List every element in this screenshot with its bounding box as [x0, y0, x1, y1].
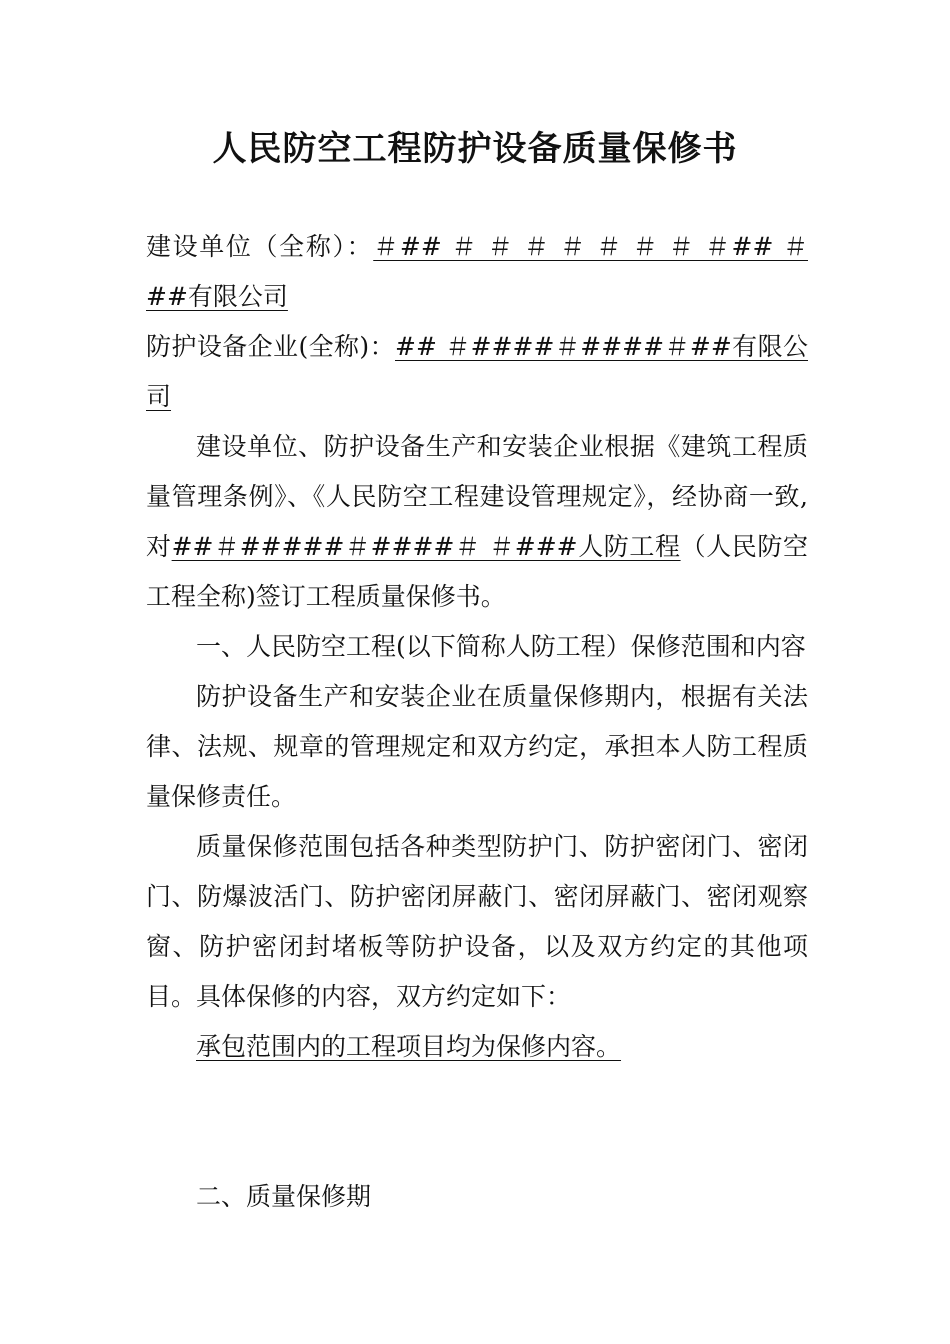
section2-heading: 二、质量保修期	[196, 1182, 372, 1211]
section1-agreed-content: 承包范围内的工程项目均为保修内容。	[196, 1032, 622, 1061]
equipment-company-label: 防护设备企业(全称)：	[146, 332, 395, 361]
section1-heading: 一、人民防空工程(以下简称人防工程）保修范围和内容	[196, 632, 806, 661]
construction-unit-line	[146, 222, 808, 322]
construction-unit-value: ＃## ＃ ＃ ＃ ＃ ＃ ＃ ＃ ＃## ＃ ##有限公司	[146, 232, 808, 311]
equipment-company-line	[146, 322, 808, 422]
section1-agreed-content-line	[146, 1022, 808, 1072]
intro-text-after: （人民防空工程全称)签订工程质量保修书。	[146, 532, 808, 611]
blank-spacer	[146, 1072, 808, 1172]
document-title: 人民防空工程防护设备质量保修书	[212, 129, 738, 169]
document-body	[146, 222, 808, 1222]
intro-project-name: ##＃#####＃####＃ ＃###人防工程	[171, 532, 681, 561]
equipment-company-value: ## ＃####＃####＃##有限公司	[146, 332, 808, 411]
construction-unit-label: 建设单位（全称）：	[146, 232, 374, 261]
intro-paragraph	[146, 422, 808, 622]
section1-paragraph-1: 防护设备生产和安装企业在质量保修期内，根据有关法律、法规、规章的管理规定和双方约定，承担本人防工程质量保修责任。	[146, 682, 808, 811]
intro-text-before: 建设单位、防护设备生产和安装企业根据《建筑工程质量管理条例》、《人民防空工程建设管理规定》，经协商一致,对	[146, 432, 808, 561]
section1-paragraph-2: 质量保修范围包括各种类型防护门、防护密闭门、密闭门、防爆波活门、防护密闭屏蔽门、密闭屏蔽门、密闭观察窗、防护密闭封堵板等防护设备，以及双方约定的其他项目。具体保修的内容，双方约定如下：	[146, 832, 808, 1011]
